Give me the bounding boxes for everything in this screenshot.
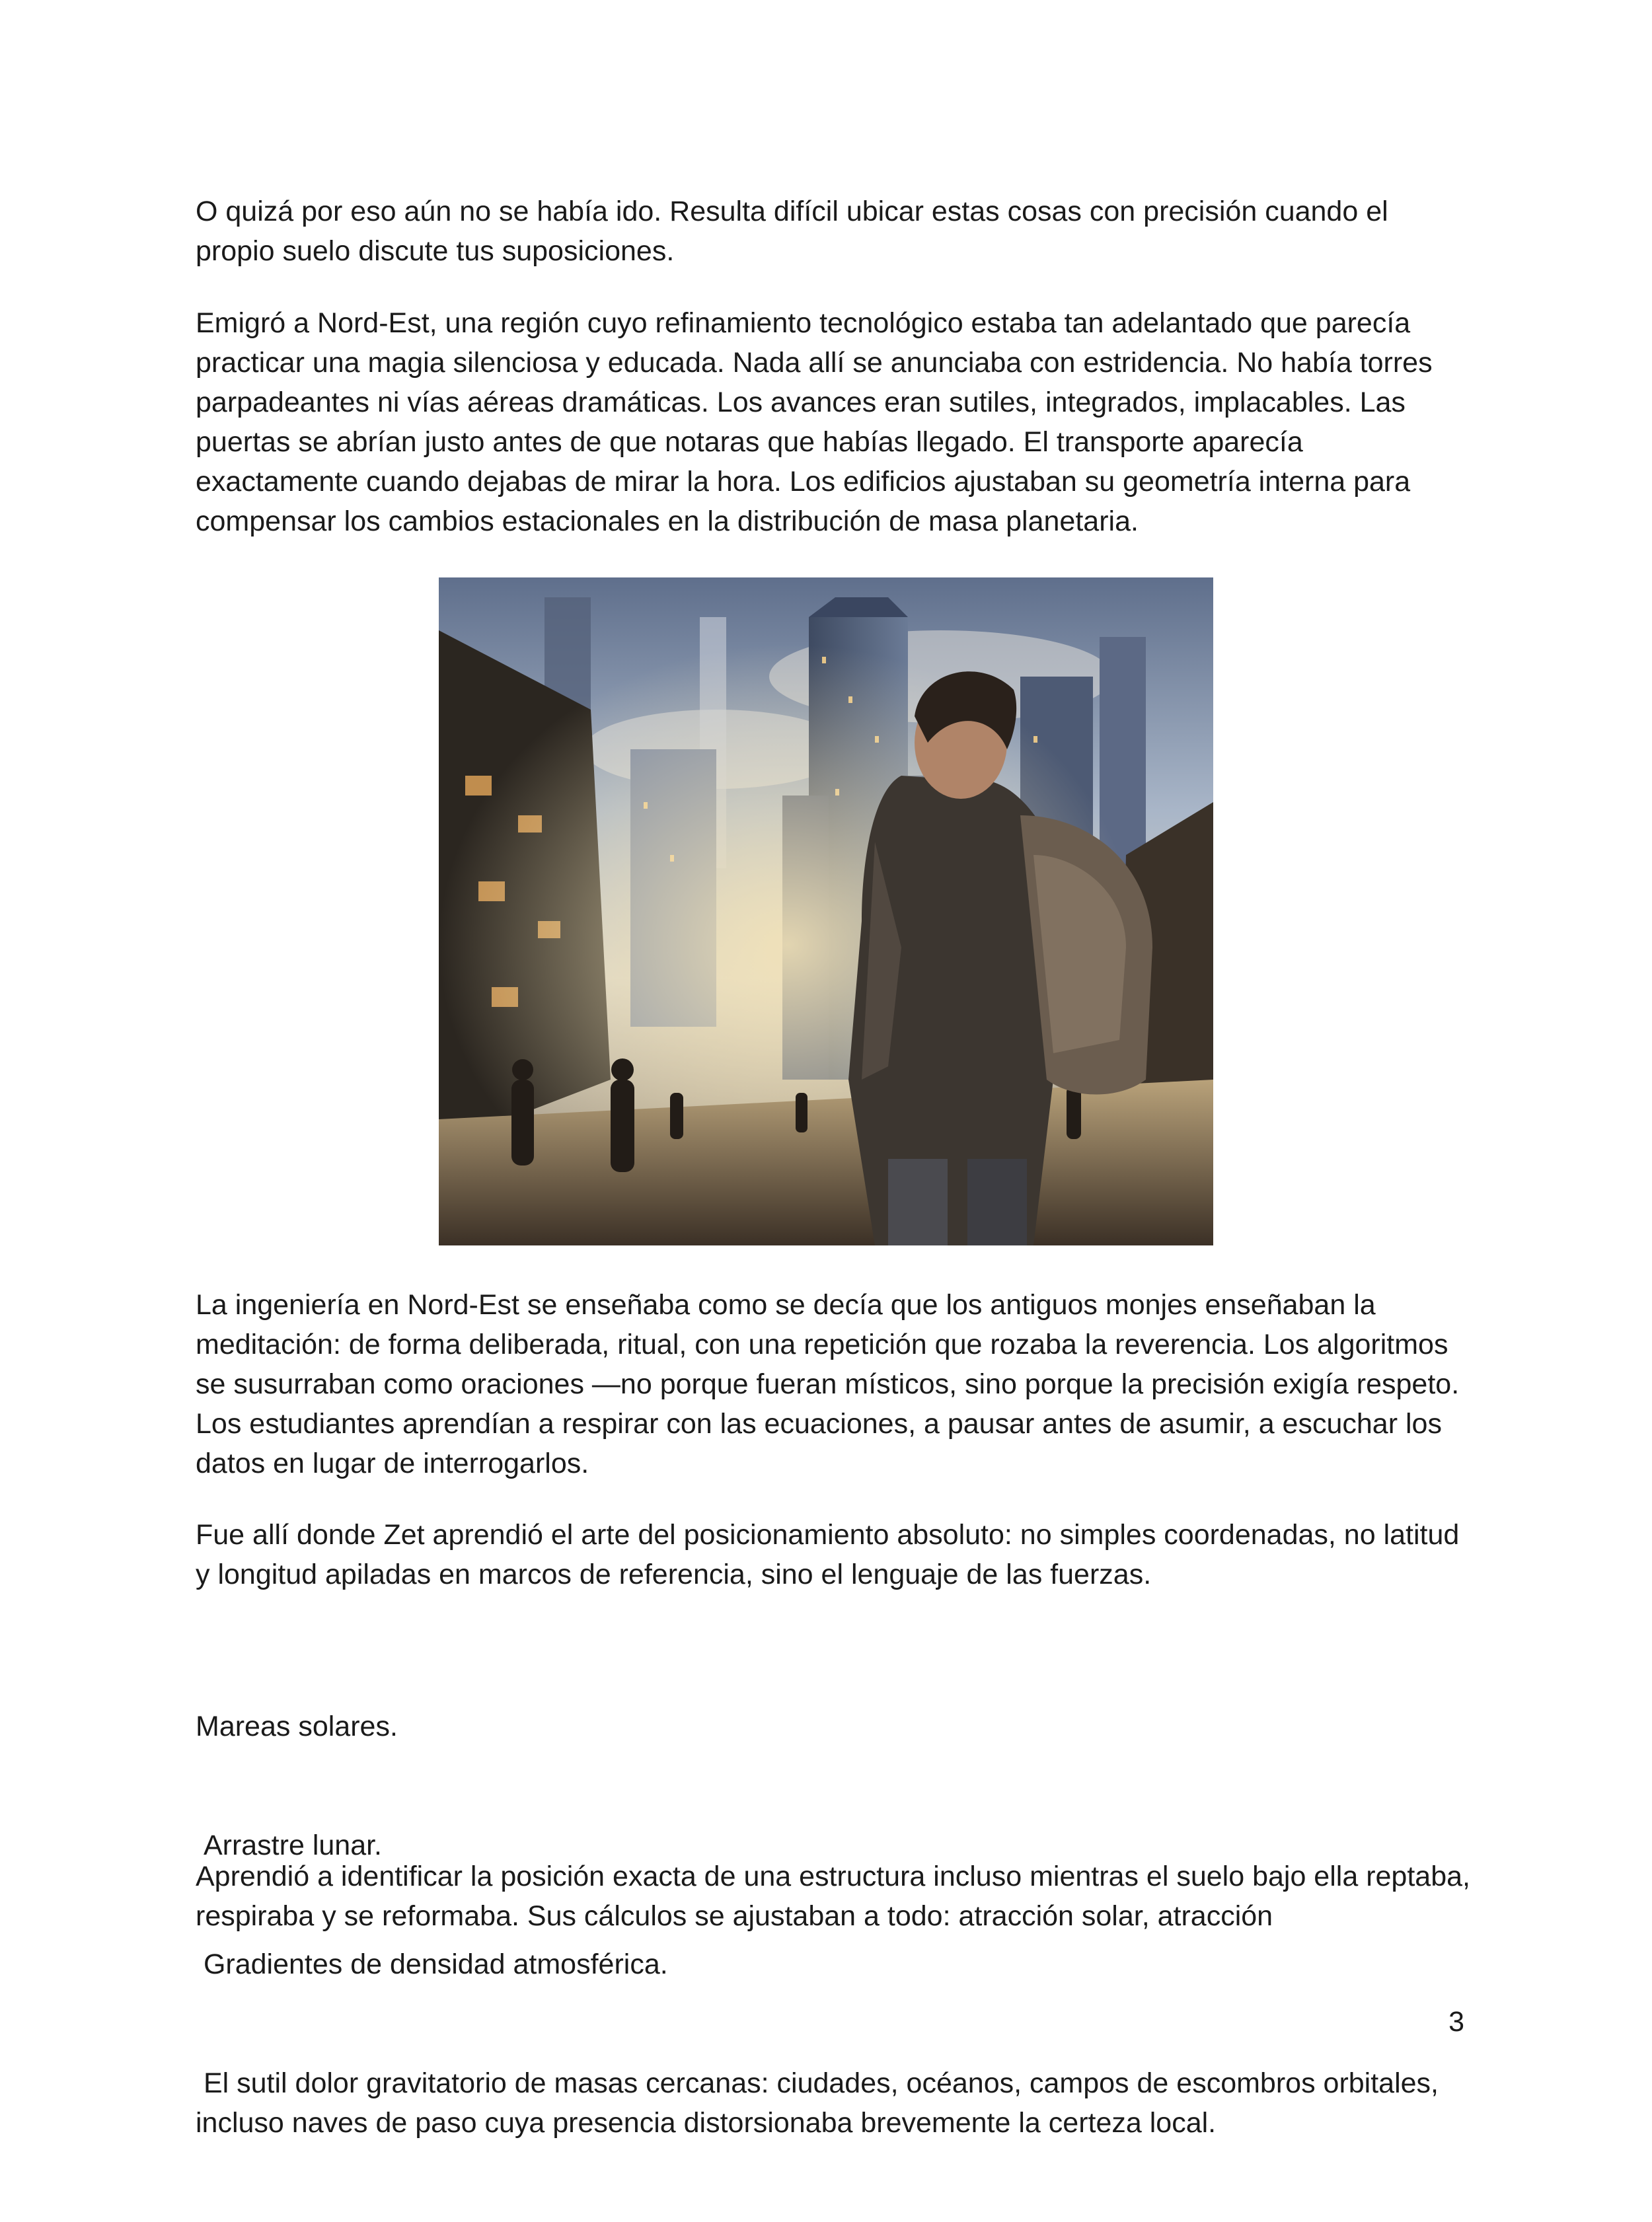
list-line: Gradientes de densidad atmosférica. <box>196 1948 668 1980</box>
paragraph-4: Fue allí donde Zet aprendió el arte del posicionamiento absoluto: no simples coordenadas, no latitud y longitud apiladas en marcos de referencia, sino el lenguaje de las fuerzas. <box>196 1519 1460 1590</box>
paragraph-2: Emigró a Nord-Est, una región cuyo refinamiento tecnológico estaba tan adelantado que parecía practicar una magia silenciosa y educada. Nada allí se anunciaba con estridencia. No había torres parpadeantes ni vías aéreas dramáticas. Los avances eran sutiles, integrados, implacables. Las puertas se abrían justo antes de que notaras que habías llegado. El transporte aparecía exactamente cuando dejabas de mirar la hora. Los edificios ajustaban su geometría interna para compensar los cambios estacionales en la distribución de masa planetaria. <box>196 307 1433 537</box>
paragraph-1: O quizá por eso aún no se había ido. Resulta difícil ubicar estas cosas con precisión cuando el propio suelo discute tus suposiciones. <box>196 196 1388 267</box>
city-illustration <box>439 577 1213 1245</box>
page-number: 3 <box>1448 2006 1464 2038</box>
list-line: Arrastre lunar. <box>196 1830 383 1861</box>
list-line: Mareas solares. <box>196 1711 398 1742</box>
paragraph-3: La ingeniería en Nord-Est se enseñaba como se decía que los antiguos monjes enseñaban la meditación: de forma deliberada, ritual, con una repetición que rozaba la reverencia. Los algoritmos se susurraban como oraciones —no porque fueran místicos, sino porque la precisión exigía respeto. Los estudiantes aprendían a respirar con las ecuaciones, a pausar antes de asumir, a escuchar los datos en lugar de interrogarlos. <box>196 1289 1460 1479</box>
paragraph-6: Aprendió a identificar la posición exacta de una estructura incluso mientras el suelo bajo ella reptaba, respiraba y se reformaba. Sus cálculos se ajustaban a todo: atracción solar, atracción <box>196 1861 1470 1932</box>
list-line: El sutil dolor gravitatorio de masas cercanas: ciudades, océanos, campos de escombros orbitales, incluso naves de paso cuya presencia distorsionaba brevemente la certeza local. <box>196 2067 1446 2139</box>
illustration-city-traveler <box>439 577 1213 1245</box>
